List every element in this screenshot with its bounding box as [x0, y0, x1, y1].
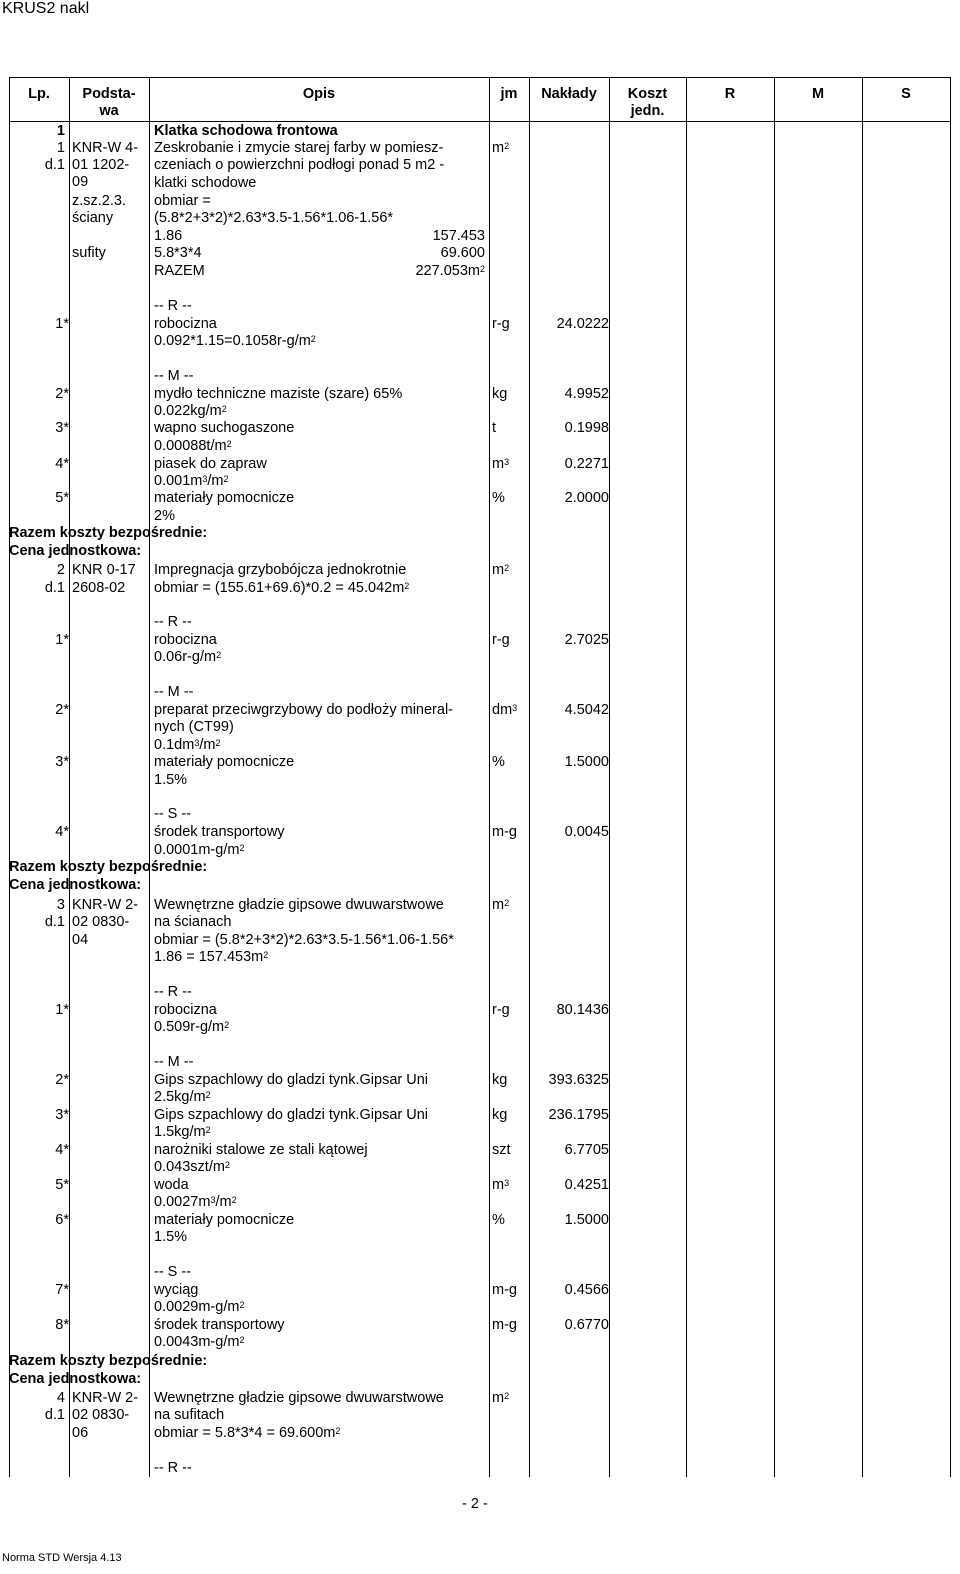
resource-number: 4*: [55, 456, 69, 472]
position-description: (5.8*2+3*2)*2.63*3.5-1.56*1.06-1.56*: [154, 210, 394, 226]
section-label-m: -- M --: [154, 1054, 194, 1070]
resource-unit: kg: [492, 1107, 508, 1123]
resource-number: 4*: [55, 824, 69, 840]
resource-name: materiały pomocnicze: [154, 490, 295, 506]
summary-unit-price: Cena jednostkowa:: [9, 543, 142, 559]
resource-number: 6*: [55, 1212, 69, 1228]
section-label-m: -- M --: [154, 684, 194, 700]
position-lp-d: d.1: [44, 914, 65, 930]
header-podstawa-2: wa: [99, 103, 119, 119]
section-label-r: -- R --: [154, 298, 192, 314]
resource-number: 2*: [55, 702, 69, 718]
resource-number: 5*: [55, 490, 69, 506]
resource-quantity: 236.1795: [548, 1107, 609, 1123]
position-description: Wewnętrzne gładzie gipsowe dwuwarstwowe: [154, 897, 444, 913]
resource-name: środek transportowy: [154, 824, 285, 840]
section-label-m: -- M --: [154, 368, 194, 384]
walls-label: ściany: [72, 210, 114, 226]
position-basis: KNR-W 2-: [72, 897, 139, 913]
position-description: obmiar = $5.8*3*4 = 69.600m^2$: [154, 1425, 341, 1441]
resource-quantity: 80.1436: [556, 1002, 609, 1018]
position-lp: 4: [56, 1390, 65, 1406]
position-basis: KNR-W 4-: [72, 140, 139, 156]
resource-norm: $0.0029m-g/m^2$: [154, 1299, 245, 1315]
position-basis: KNR-W 2-: [72, 1390, 139, 1406]
position-basis: 09: [72, 174, 89, 190]
resource-name-cont: nych (CT99): [154, 719, 234, 735]
resource-unit: r-g: [492, 1002, 510, 1018]
position-lp-d: d.1: [44, 580, 65, 596]
resource-unit: m-g: [492, 1317, 517, 1333]
resource-unit: m-g: [492, 1282, 517, 1298]
resource-norm: $2.5kg/m^2$: [154, 1089, 211, 1105]
resource-number: 2*: [55, 1072, 69, 1088]
resource-number: 4*: [55, 1142, 69, 1158]
position-description: obmiar = $(155.61+69.6)*0.2 = 45.042m^2$: [154, 580, 410, 596]
resource-quantity: 6.7705: [564, 1142, 609, 1158]
summary-direct-costs: Razem koszty bezpośrednie:: [9, 859, 208, 875]
resource-number: 5*: [55, 1177, 69, 1193]
section-title: Klatka schodowa frontowa: [154, 123, 338, 139]
resource-norm: $0.509r-g/m^2$: [154, 1019, 230, 1035]
measure-line: 1.86: [154, 228, 183, 244]
resource-unit: $m^3$: [492, 456, 510, 472]
resource-quantity: 393.6325: [548, 1072, 609, 1088]
ceilings-label: sufity: [72, 245, 106, 261]
resource-norm: $1.5kg/m^2$: [154, 1124, 211, 1140]
resource-number: 8*: [55, 1317, 69, 1333]
header-koszt: Koszt: [627, 86, 668, 102]
position-unit: $m^2$: [492, 897, 510, 913]
position-basis: 2608-02: [72, 580, 126, 596]
header-lp: Lp.: [28, 86, 50, 102]
position-basis: 04: [72, 932, 89, 948]
position-lp: 3: [56, 897, 65, 913]
position-basis: 06: [72, 1425, 89, 1441]
resource-quantity: 0.1998: [564, 420, 609, 436]
resource-name: robocizna: [154, 632, 217, 648]
position-description: obmiar =: [154, 193, 211, 209]
resource-name: Gips szpachlowy do gladzi tynk.Gipsar Uni: [154, 1072, 429, 1088]
total-label: RAZEM: [154, 263, 205, 279]
section-label-s: -- S --: [154, 806, 192, 822]
position-basis: KNR 0-17: [72, 562, 136, 578]
footer-version: Norma STD Wersja 4.13: [2, 1552, 122, 1564]
position-description: klatki schodowe: [154, 175, 257, 191]
position-basis: z.sz.2.3.: [72, 193, 126, 209]
resource-quantity: 4.5042: [564, 702, 609, 718]
position-description: Impregnacja grzybobójcza jednokrotnie: [154, 562, 407, 578]
resource-quantity: 2.0000: [564, 490, 609, 506]
position-description: na ścianach: [154, 914, 232, 930]
resource-name: narożniki stalowe ze stali kątowej: [154, 1142, 368, 1158]
resource-unit: r-g: [492, 316, 510, 332]
position-unit: $m^2$: [492, 1390, 510, 1406]
resource-unit: kg: [492, 1072, 508, 1088]
resource-norm: 1.5%: [154, 1229, 188, 1245]
section-label-r: -- R --: [154, 1460, 192, 1476]
resource-unit: m-g: [492, 824, 517, 840]
measure-value: 157.453: [432, 228, 485, 244]
position-description: Zeskrobanie i zmycie starej farby w pomiesz-: [154, 140, 444, 156]
resource-unit: %: [492, 490, 505, 506]
total-value: $227.053m^2$: [415, 263, 485, 279]
position-description: czeniach o powierzchni podłogi ponad 5 m2 -: [154, 157, 445, 173]
resource-quantity: 0.2271: [564, 456, 609, 472]
position-description: Wewnętrzne gładzie gipsowe dwuwarstwowe: [154, 1390, 444, 1406]
resource-name: piasek do zapraw: [154, 456, 267, 472]
resource-number: 7*: [55, 1282, 69, 1298]
resource-number: 3*: [55, 420, 69, 436]
resource-unit: $m^3$: [492, 1177, 510, 1193]
resource-quantity: 2.7025: [564, 632, 609, 648]
header-r: R: [724, 86, 736, 102]
resource-unit: kg: [492, 386, 508, 402]
position-basis: 01 1202-: [72, 157, 130, 173]
resource-name: robocizna: [154, 316, 217, 332]
resource-norm: $0.022kg/m^2$: [154, 403, 227, 419]
position-lp-d: d.1: [44, 157, 65, 173]
summary-unit-price: Cena jednostkowa:: [9, 1371, 142, 1387]
header-naklady: Nakłady: [541, 86, 597, 102]
resource-unit: %: [492, 754, 505, 770]
resource-number: 2*: [55, 386, 69, 402]
section-label-r: -- R --: [154, 614, 192, 630]
page-number: - 2 -: [462, 1496, 488, 1512]
position-unit: $m^2$: [492, 140, 510, 156]
resource-name: materiały pomocnicze: [154, 1212, 295, 1228]
resource-norm: $0.0043m-g/m^2$: [154, 1334, 245, 1350]
resource-name: wapno suchogaszone: [154, 420, 295, 436]
section-label-r: -- R --: [154, 984, 192, 1000]
resource-quantity: 0.4566: [564, 1282, 609, 1298]
section-number: 1: [56, 123, 65, 139]
header-s: S: [901, 86, 911, 102]
resource-quantity: 1.5000: [564, 754, 609, 770]
resource-unit: $dm^3$: [492, 702, 518, 718]
resource-quantity: 4.9952: [564, 386, 609, 402]
window-title: KRUS2 nakl: [2, 0, 90, 17]
resource-norm: $0.001m^3/m^2$: [154, 473, 229, 489]
resource-name: środek transportowy: [154, 1317, 285, 1333]
resource-name: woda: [154, 1177, 189, 1193]
header-jm: jm: [500, 86, 518, 102]
measure-value: 69.600: [440, 245, 485, 261]
resource-norm: 2%: [154, 508, 175, 524]
summary-unit-price: Cena jednostkowa:: [9, 877, 142, 893]
resource-unit: r-g: [492, 632, 510, 648]
header-podstawa: Podsta-: [82, 86, 136, 102]
header-opis: Opis: [302, 86, 336, 102]
resource-norm: $0.06r-g/m^2$: [154, 649, 222, 665]
header-koszt-jedn: jedn.: [630, 103, 665, 119]
resource-quantity: 24.0222: [556, 316, 609, 332]
resource-unit: %: [492, 1212, 505, 1228]
resource-norm: $0.092*1.15=0.1058r-g/m^2$: [154, 333, 316, 349]
position-lp: 2: [56, 562, 65, 578]
resource-quantity: 1.5000: [564, 1212, 609, 1228]
position-description: obmiar = (5.8*2+3*2)*2.63*3.5-1.56*1.06-1.56*: [154, 932, 454, 948]
resource-name: wyciąg: [154, 1282, 199, 1298]
position-description: na sufitach: [154, 1407, 225, 1423]
position-lp-d: d.1: [44, 1407, 65, 1423]
header-m: M: [811, 86, 825, 102]
resource-number: 1*: [55, 1002, 69, 1018]
summary-direct-costs: Razem koszty bezpośrednie:: [9, 1353, 208, 1369]
position-unit: $m^2$: [492, 562, 510, 578]
measure-line: 5.8*3*4: [154, 245, 202, 261]
resource-name: robocizna: [154, 1002, 217, 1018]
resource-quantity: 0.6770: [564, 1317, 609, 1333]
resource-unit: t: [492, 420, 497, 436]
resource-norm: $0.00088t/m^2$: [154, 438, 232, 454]
resource-number: 3*: [55, 1107, 69, 1123]
resource-number: 1*: [55, 316, 69, 332]
resource-name: mydło techniczne maziste (szare) 65%: [154, 386, 403, 402]
resource-name: materiały pomocnicze: [154, 754, 295, 770]
resource-unit: szt: [492, 1142, 511, 1158]
position-description: $1.86 = 157.453m^2$: [154, 949, 269, 965]
resource-norm: 1.5%: [154, 772, 188, 788]
resource-norm: $0.043szt/m^2$: [154, 1159, 230, 1175]
resource-quantity: 0.0045: [564, 824, 609, 840]
resource-number: 3*: [55, 754, 69, 770]
resource-norm: $0.1dm^3/m^2$: [154, 737, 221, 753]
resource-number: 1*: [55, 632, 69, 648]
resource-name: Gips szpachlowy do gladzi tynk.Gipsar Uni: [154, 1107, 429, 1123]
resource-name: preparat przeciwgrzybowy do podłoży mineral-: [154, 702, 453, 718]
summary-direct-costs: Razem koszty bezpośrednie:: [9, 525, 208, 541]
resource-quantity: 0.4251: [564, 1177, 609, 1193]
resource-norm: $0.0001m-g/m^2$: [154, 842, 245, 858]
position-lp: 1: [56, 140, 65, 156]
position-basis: 02 0830-: [72, 914, 130, 930]
position-basis: 02 0830-: [72, 1407, 130, 1423]
section-label-s: -- S --: [154, 1264, 192, 1280]
resource-norm: $0.0027m^3/m^2$: [154, 1194, 237, 1210]
